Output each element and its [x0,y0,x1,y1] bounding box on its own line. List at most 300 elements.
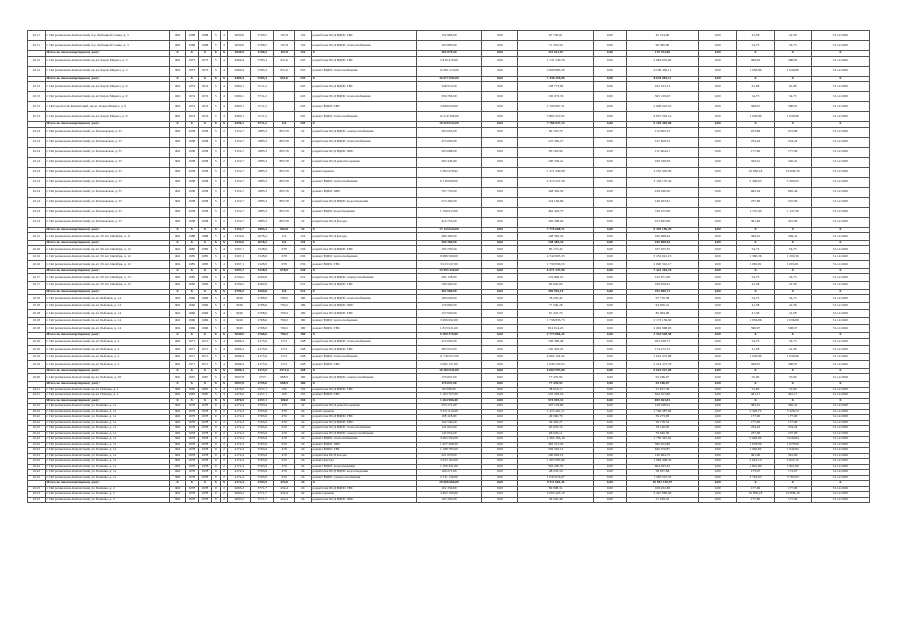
table-cell-en: 2 [220,420,228,426]
table-cell-y2: 1973 [198,56,211,66]
table-cell-occ [274,274,295,282]
table-cell-en: X [220,240,228,246]
table-cell-g: 5 300,93 [774,177,811,187]
table-cell-cost: 235 271,00 [416,404,482,410]
table-cell-b: 7 438 203,06 [518,76,594,82]
table-cell-fl: X [211,368,220,374]
table-cell-own: X [170,240,185,246]
table-cell-en: 4 [220,374,228,382]
table-cell-y1: 1974 [185,102,198,112]
table-cell-date: 31.12.2020 [811,415,869,421]
table-cell-no: 10.23 [28,486,46,492]
table-cell-area: 4172,4 [228,442,251,448]
table-cell-c: 0,00 [593,187,626,197]
table-cell-own: ФО [170,177,185,187]
table-cell-own: ФО [170,497,185,503]
table-cell-occ: 700,2 [274,333,295,339]
table-cell-own: ФО [170,66,185,76]
table-cell-b: 100 665,25 [518,453,594,459]
table-cell-g: 1 137,40 [774,207,811,217]
table-cell-y1: 1958 [185,197,198,207]
table-cell-y1: 1958 [185,127,198,137]
table-cell-en: 2 [220,167,228,177]
table-cell-addr: г. Петропавловск-Камчатский, пр-кт. Карла Маркса, д. 9 [45,112,170,122]
table-cell-d: 107 255,35 [626,246,698,254]
table-cell-own: X [170,382,185,388]
table-row [28,302,870,310]
table-cell-own: X [170,333,185,339]
table-cell-en: 4 [220,317,228,325]
table-cell-d: 108 959,91 [626,281,698,289]
table-cell-ppl: 180 [295,295,311,303]
table-cell-y1: 1978 [185,459,198,465]
table-cell-liv: 1883,3 [251,227,274,233]
table-cell-y1: X [185,289,198,295]
table-cell-b: 1 849 720,63 [518,361,594,369]
table-cell-ppl: 348 [295,368,311,374]
table-cell-area: 3097,8 [228,374,251,382]
table-cell-work: ремонт крыши [311,167,416,177]
table-cell-c: 0,00 [593,157,626,167]
table-cell-cost: 1 813 021,00 [416,325,482,333]
table-cell-y1: 1958 [185,207,198,217]
table-cell-y1: X [185,398,198,404]
table-cell-no: 10.14 [28,157,46,167]
table-cell-cost: 767 753,00 [416,187,482,197]
table-cell-area: 3049 [228,302,251,310]
table-cell-e: 0,00 [699,346,737,354]
table-cell-f: 54,73 [737,338,774,346]
table-cell-cost: 3 271 014,00 [416,409,482,415]
table-cell-liv: 3763,9 [251,475,274,481]
table-cell-a: 0,00 [482,147,518,157]
table-cell-addr: г. Петропавловск-Камчатский, пр-кт. Рыбаков, д. 2 [45,353,170,361]
table-cell-e: 0,00 [699,157,737,167]
table-cell-cost: 462 960,00 [416,289,482,295]
table-cell-f: 5 622,10 [737,459,774,465]
table-cell-own: ФО [170,302,185,310]
table-cell-y2: 1968 [198,41,211,51]
table-cell-a: 0,00 [482,404,518,410]
table-cell-liv: 2257,1 [251,387,274,393]
table-cell-area: 4093,2 [228,492,251,498]
table-cell-area: 4172,4 [228,448,251,454]
table-cell-a: 0,00 [482,246,518,254]
table-cell-a: 0,00 [482,420,518,426]
table-cell-c: 0,00 [593,317,626,325]
table-cell-liv: 2257,1 [251,398,274,404]
table-cell-work: ремонт ВДИС ГВС [311,261,416,269]
table-cell-addr: Итого по многоквартирному дому: [45,333,170,339]
table-cell-c: 0,00 [593,459,626,465]
table-cell-g: 54,73 [774,295,811,303]
table-cell-occ: 863,76 [274,197,295,207]
table-cell-f: 10 836,18 [737,167,774,177]
table-cell-a: 0,00 [482,51,518,57]
table-cell-b: 1 474 491,71 [518,409,594,415]
table-cell-fl: 5 [211,253,220,261]
table-cell-y2: 1967 [198,374,211,382]
table-cell-occ: 434,4 [274,492,295,498]
table-cell-c: 0,00 [593,207,626,217]
table-cell-a: 0,00 [482,207,518,217]
table-cell-cost: 2 311 140,00 [416,475,482,481]
table-cell-y1: X [185,268,198,274]
table-cell-area: 2152,7 [228,157,251,167]
table-cell-work: разработка ПСД ВДИС ГВС [311,346,416,354]
table-cell-ppl: 22 [295,127,311,137]
table-cell-occ: 479,0 [274,481,295,487]
table-cell-en: 4 [220,346,228,354]
table-cell-f: 1 801,89 [737,464,774,470]
table-cell-date: 31.12.2020 [811,361,869,369]
table-cell-cost: 3 913 547,00 [416,261,482,269]
table-cell-liv: 2768,6 [251,295,274,303]
table-cell-y2: 1978 [198,453,211,459]
table-cell-no: 10.22 [28,470,46,476]
table-cell-fl: 5 [211,387,220,393]
table-cell-own: ФО [170,147,185,157]
table-cell-b: 6 804 997,00 [518,368,594,374]
table-cell-ppl: 231 [295,289,311,295]
table-cell-addr: г. Петропавловск-Камчатский, пр-кт. Рыбаков, д. 14 [45,302,170,310]
table-cell-g: 41,58 [774,302,811,310]
table-cell-f: 598,97 [737,325,774,333]
table-cell-e: 0,00 [699,459,737,465]
table-cell-f: 55,09 [737,374,774,382]
table-cell-work: разработка ПСД ремонта крыши [311,157,416,167]
table-cell-f: X [737,268,774,274]
table-cell-c: 0,00 [593,426,626,432]
table-cell-cost: 205 068,00 [416,147,482,157]
table-cell-date: 31.12.2020 [811,66,869,76]
table-cell-work: разработка ПСД фасада [311,217,416,227]
table-cell-liv: 2768,6 [251,302,274,310]
table-cell-en: X [220,481,228,487]
table-cell-a: 0,00 [482,310,518,318]
table-cell-e: 0,00 [699,393,737,399]
table-cell-addr: Итого по многоквартирному дому: [45,122,170,128]
table-cell-f: 1 036,86 [737,66,774,76]
table-cell-fl: X [211,76,220,82]
table-cell-no: 10.14 [28,127,46,137]
table-cell-area: 6390,1 [228,122,251,128]
table-cell-own: ФО [170,393,185,399]
table-cell-g: 320,41 [774,157,811,167]
table-cell-work: разработка ПСД ВДИС ХВС [311,147,416,157]
table-cell-c: 0,00 [593,302,626,310]
table-cell-g: 41,58 [774,346,811,354]
table-cell-date: X [811,382,869,388]
table-cell-f: 5 326,72 [737,409,774,415]
table-cell-d: 9 349 156,29 [626,227,698,233]
table-cell-date: X [811,368,869,374]
table-cell-e: 0,00 [699,486,737,492]
table-cell-a: 0,00 [482,177,518,187]
table-cell-f: X [737,382,774,388]
table-cell-y2: 1982 [198,281,211,289]
table-cell-a: 0,00 [482,448,518,454]
table-cell-y1: X [185,76,198,82]
table-cell-d: 1 796 487,84 [626,409,698,415]
table-cell-area: 4172,4 [228,470,251,476]
table-cell-d: 58 037,84 [626,470,698,476]
table-cell-area: 4172,4 [228,409,251,415]
table-cell-c: 0,00 [593,453,626,459]
table-cell-c: 0,00 [593,464,626,470]
table-cell-cost: 1 165 707,00 [416,393,482,399]
table-cell-liv: 1883,3 [251,187,274,197]
table-cell-ppl: 180 [295,302,311,310]
table-cell-area: 4086,4 [228,353,251,361]
table-cell-g: 54,73 [774,41,811,51]
table-cell-g: 309,41 [774,233,811,241]
table-cell-liv: 4173,9 [251,368,274,374]
table-cell-g: 234,24 [774,426,811,432]
table-cell-a: 0,00 [482,361,518,369]
table-cell-cost: 103 450,00 [416,497,482,503]
table-cell-own: X [170,368,185,374]
table-cell-occ: 1571 [274,361,295,369]
table-cell-occ: 678 [274,261,295,269]
table-body [28,31,870,503]
table-cell-fl: 9 [211,475,220,481]
table-cell-f: 54,73 [737,246,774,254]
table-cell-occ: 863,76 [274,157,295,167]
table-cell-g: 10 836,18 [774,492,811,498]
table-cell-g: X [774,382,811,388]
table-row [28,246,870,254]
table-cell-own: ФО [170,470,185,476]
table-cell-e: 0,00 [699,442,737,448]
table-cell-ppl: 24 [295,420,311,426]
table-cell-c: 0,00 [593,261,626,269]
table-cell-date: 31.12.2020 [811,207,869,217]
table-cell-e: 0,00 [699,464,737,470]
table-cell-area: 4086,4 [228,368,251,374]
table-cell-c: 0,00 [593,289,626,295]
table-cell-fl: X [211,240,220,246]
table-cell-occ: 863,8 [274,227,295,233]
table-cell-y2: 1966 [198,302,211,310]
table-cell-g: 1 036,86 [774,317,811,325]
table-cell-fl: 5 [211,147,220,157]
table-cell-no: 10.13 [28,102,46,112]
table-cell-own: ФО [170,404,185,410]
table-cell-fl: 9 [211,459,220,465]
table-cell-c: 0,00 [593,197,626,207]
table-cell-occ: 100 [274,393,295,399]
table-cell-f: 3 763,93 [737,475,774,481]
table-cell-e: 0,00 [699,289,737,295]
table-cell-liv: 3763,9 [251,442,274,448]
table-cell-date: X [811,268,869,274]
table-cell-a: 0,00 [482,233,518,241]
table-cell-ppl: 24 [295,437,311,443]
table-cell-addr: г. Петропавловск-Камчатский, пр-кт. Победы, д. 1 [45,393,170,399]
table-cell-f: X [737,398,774,404]
table-cell-cost: 1 106 431,00 [416,464,482,470]
table-cell-fl: 5 [211,187,220,197]
table-cell-addr: г. Петропавловск-Камчатский, ул. Бохняка, д. 1а [45,426,170,432]
table-cell-f: X [737,51,774,57]
table-cell-e: 0,00 [699,448,737,454]
table-cell-y1: 1966 [185,317,198,325]
table-cell-occ: 678 [274,253,295,261]
table-cell-y2: 1985 [198,261,211,269]
table-cell-occ: 479 [274,426,295,432]
table-cell-e: 0,00 [699,398,737,404]
table-cell-addr: Итого по многоквартирному дому: [45,368,170,374]
table-cell-en: 4 [220,56,228,66]
table-cell-c: 0,00 [593,217,626,227]
table-cell-addr: г. Петропавловск-Камчатский, ул. Ключевская, д. 37 [45,127,170,137]
table-cell-addr: г. Петропавловск-Камчатский, ул. Бохняка, д. 1а [45,459,170,465]
table-cell-liv: 1883,3 [251,147,274,157]
table-cell-d: 2 084 633,00 [626,56,698,66]
table-cell-own: ФО [170,56,185,66]
table-cell-fl: 5 [211,56,220,66]
table-cell-y1: 1973 [185,66,198,76]
table-cell-own: ФО [170,374,185,382]
table-cell-area: 6409,4 [228,56,251,66]
table-cell-y2: X [198,333,211,339]
table-cell-own: ФО [170,415,185,421]
table-cell-occ: 688,9 [274,382,295,388]
table-cell-area: 2152,7 [228,147,251,157]
table-cell-occ: 688,9 [274,374,295,382]
table-cell-d: 3 533 305,90 [626,167,698,177]
table-cell-en: 2 [220,177,228,187]
table-cell-area: 2476,9 [228,398,251,404]
table-cell-no: 10.14 [28,207,46,217]
table-cell-work: разработка ПСД ВДИС водоотведения [311,470,416,476]
table-cell-own: ФО [170,253,185,261]
table-cell-occ: 651,6 [274,56,295,66]
table-cell-g: 173,07 [774,470,811,476]
table-cell-date: 31.12.2020 [811,177,869,187]
table-cell-b: 5 696 863,30 [518,66,594,76]
table-cell-fl: 5 [211,295,220,303]
table-cell-own: ФО [170,92,185,102]
table-cell-addr: г. Петропавловск-Камчатский, ул. Ключевская, д. 37 [45,137,170,147]
table-cell-e: 0,00 [699,233,737,241]
table-cell-ppl: 24 [295,475,311,481]
table-cell-addr: г. Петropavlovsk-Камчатский, пр-кт. Карла Маркса, д. 9 [45,102,170,112]
table-cell-c: 0,00 [593,310,626,318]
table-cell-a: 0,00 [482,353,518,361]
table-cell-ppl: 24 [295,486,311,492]
table-cell-d: 2 002 968,65 [626,325,698,333]
table-cell-cost: 12 261 213,00 [416,66,482,76]
table-cell-date: 31.12.2020 [811,448,869,454]
table-cell-fl: 9 [211,442,220,448]
table-row [28,295,870,303]
table-row [28,497,870,503]
table-cell-no: 10.22 [28,404,46,410]
table-cell-y2: X [198,398,211,404]
table-cell-y1: 1971 [185,346,198,354]
table-cell-date: X [811,333,869,339]
table-cell-work: ремонт ВДИС теплоснабжения [311,253,416,261]
table-cell-y2: 1971 [198,346,211,354]
table-cell-work: разработка ПСД ВДИС теплоснабжения [311,295,416,303]
table-cell-c: 0,00 [593,442,626,448]
table-cell-liv: 3763,9 [251,437,274,443]
table-cell-date: 31.12.2020 [811,310,869,318]
table-cell-liv: 1528,9 [251,261,274,269]
table-cell-y1: X [185,333,198,339]
table-cell-cost: 1 188 783,00 [416,448,482,454]
table-cell-cost: 11 730 027,00 [416,353,482,361]
table-cell-a: 0,00 [482,187,518,197]
table-cell-c: 0,00 [593,76,626,82]
table-cell-own: ФО [170,437,185,443]
table-cell-c: 0,00 [593,470,626,476]
table-cell-e: 0,00 [699,167,737,177]
table-cell-e: 0,00 [699,112,737,122]
table-cell-area: 4172,4 [228,437,251,443]
table-cell-liv: 3763,9 [251,415,274,421]
table-cell-c: 0,00 [593,227,626,233]
table-cell-d: 695 363,81 [626,398,698,404]
table-cell-g: 61,98 [774,82,811,92]
table-cell-date: 31.12.2020 [811,346,869,354]
table-cell-area: 3049 [228,325,251,333]
table-cell-a: 0,00 [482,102,518,112]
table-cell-fl: 5 [211,82,220,92]
table-cell-en: 3 [220,31,228,41]
table-cell-ppl: 236 [295,268,311,274]
table-cell-g: X [774,51,811,57]
table-cell-b: 535 403,20 [518,393,594,399]
table-cell-fl: X [211,122,220,128]
table-cell-c: 0,00 [593,420,626,426]
table-cell-g: 3 763,93 [774,475,811,481]
table-cell-a: 0,00 [482,137,518,147]
table-cell-area: 4172,4 [228,415,251,421]
table-cell-b: 125 365,27 [518,137,594,147]
table-cell-occ: 479 [274,409,295,415]
table-cell-en: 2 [220,459,228,465]
table-cell-area: 3049,0 [228,333,251,339]
table-cell-addr: Итого по многоквартирному дому: [45,51,170,57]
table-cell-own: ФО [170,187,185,197]
table-cell-work: разработка ПСД ВДИС электроснабжения [311,431,416,437]
table-cell-work: ремонт ВДИС электроснабжения [311,475,416,481]
table-cell-work: ремонт ВДИС теплоснабжения [311,177,416,187]
table-cell-date: 31.12.2020 [811,82,869,92]
table-cell-own: ФО [170,82,185,92]
table-cell-a: 0,00 [482,393,518,399]
table-cell-own: ФО [170,295,185,303]
table-cell-a: 0,00 [482,437,518,443]
table-cell-d: 2 090 310,17 [626,261,698,269]
table-cell-work: X [311,268,416,274]
table-cell-no: 10.16 [28,261,46,269]
table-cell-b: 77 470,93 [518,382,594,388]
table-cell-y1: X [185,51,198,57]
table-cell-d: 112 963,13 [626,127,698,137]
table-row [28,374,870,382]
table-cell-a: 0,00 [482,368,518,374]
table-cell-y1: 1978 [185,404,198,410]
table-cell-a: 0,00 [482,459,518,465]
table-cell-area: 2839,9 [228,41,251,51]
table-cell-no: 10.18 [28,317,46,325]
table-cell-b: 190 536,41 [518,157,594,167]
table-cell-g: 1 300,36 [774,253,811,261]
